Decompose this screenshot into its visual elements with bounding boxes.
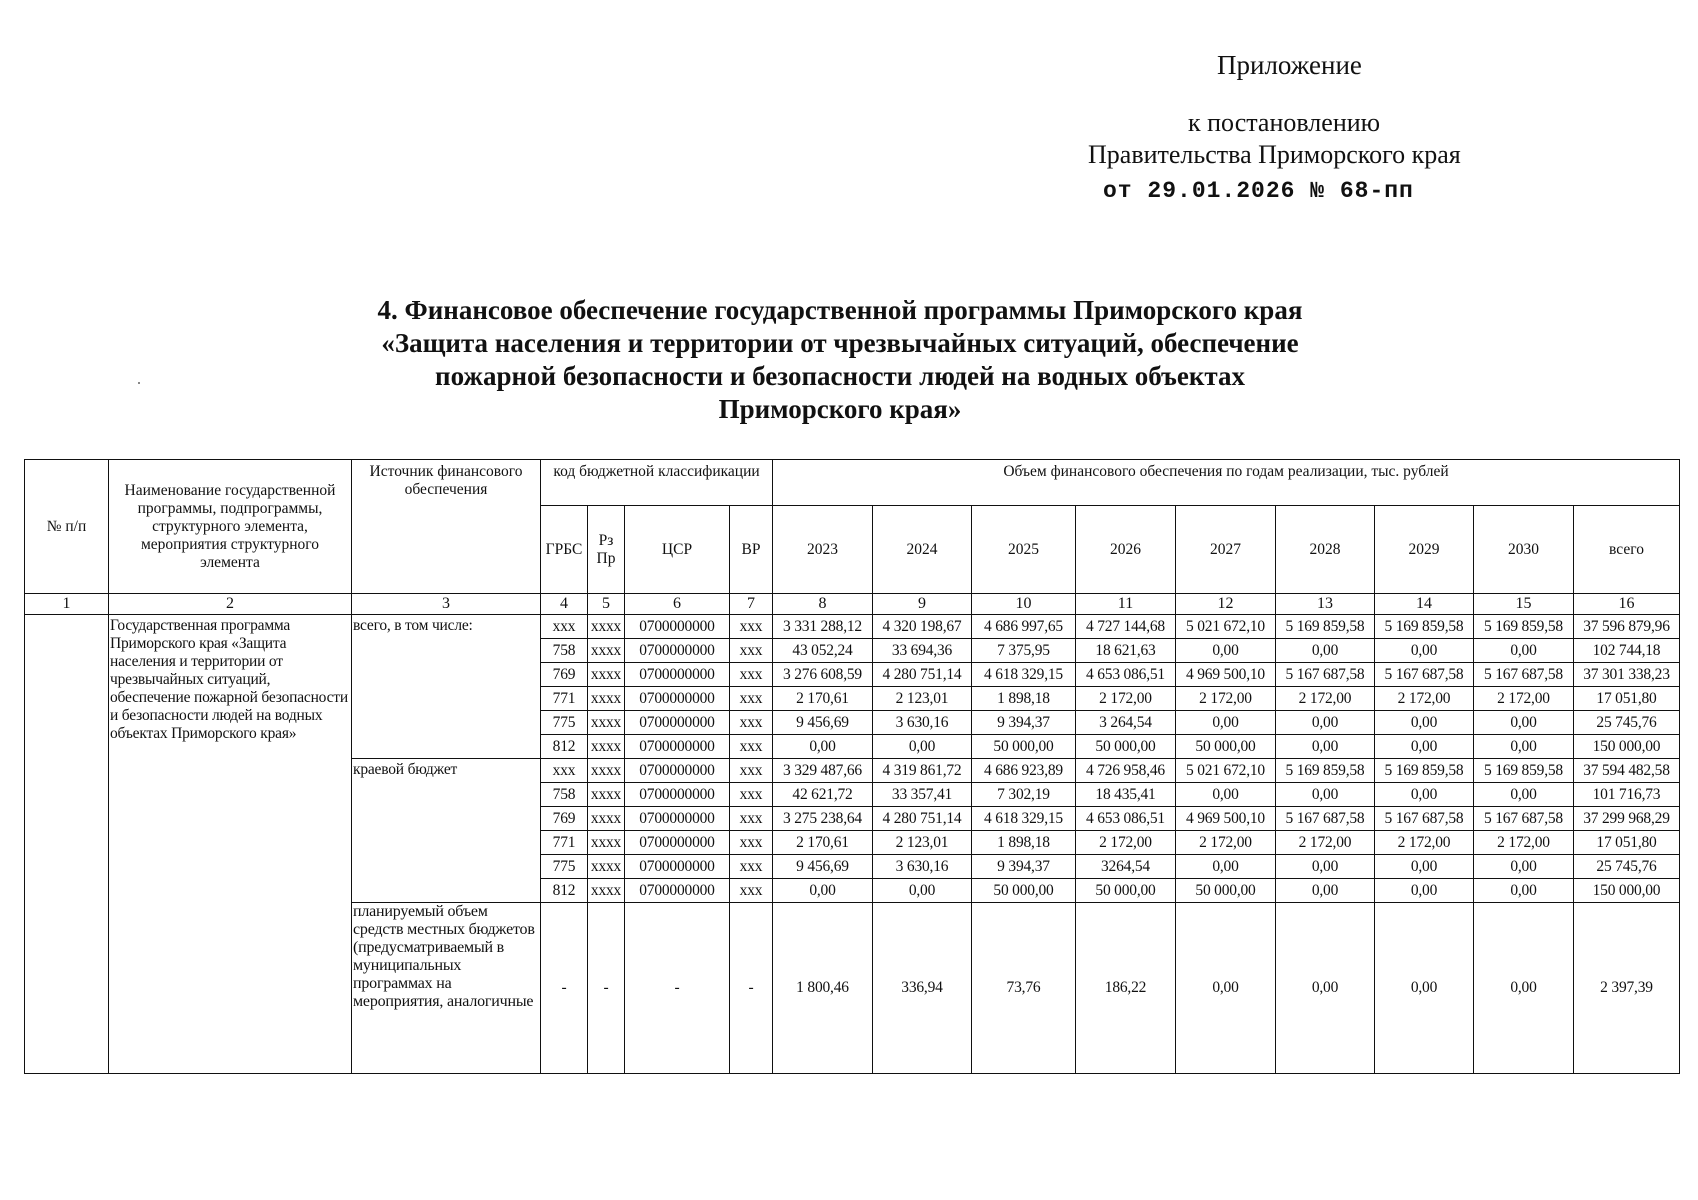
table-cell: 33 357,41 <box>873 783 972 807</box>
appendix-label: Приложение <box>1217 50 1362 80</box>
table-cell: 0700000000 <box>625 783 730 807</box>
header-csr: ЦСР <box>625 506 730 594</box>
header-vr: ВР <box>730 506 773 594</box>
table-cell: 37 594 482,58 <box>1574 759 1680 783</box>
table-cell: 4 727 144,68 <box>1076 615 1176 639</box>
table-cell: 758 <box>541 783 588 807</box>
table-cell: 0,00 <box>1474 783 1574 807</box>
table-cell: 3 329 487,66 <box>773 759 873 783</box>
table-cell: 0,00 <box>1375 735 1474 759</box>
table-cell: 4 969 500,10 <box>1176 663 1276 687</box>
table-cell: 1 898,18 <box>972 687 1076 711</box>
table-cell: 0,00 <box>1276 855 1375 879</box>
table-cell: xxxx <box>588 855 625 879</box>
table-cell: xxxx <box>588 831 625 855</box>
table-cell: 3 630,16 <box>873 711 972 735</box>
table-cell: 0,00 <box>1474 711 1574 735</box>
header-year: 2026 <box>1076 506 1176 594</box>
table-cell: 336,94 <box>873 903 972 1074</box>
table-cell: xxx <box>730 735 773 759</box>
header-year: 2024 <box>873 506 972 594</box>
table-cell: xxx <box>730 759 773 783</box>
table-cell: xxxx <box>588 663 625 687</box>
table-cell: 2 123,01 <box>873 687 972 711</box>
table-cell: 2 172,00 <box>1474 831 1574 855</box>
table-cell: 5 021 672,10 <box>1176 759 1276 783</box>
table-cell: 101 716,73 <box>1574 783 1680 807</box>
table-cell: 17 051,80 <box>1574 687 1680 711</box>
column-number: 15 <box>1474 594 1574 615</box>
table-cell: 0,00 <box>1474 735 1574 759</box>
table-cell: 0700000000 <box>625 615 730 639</box>
header-year: 2023 <box>773 506 873 594</box>
table-cell: 0,00 <box>1474 855 1574 879</box>
column-number: 1 <box>25 594 109 615</box>
column-number: 16 <box>1574 594 1680 615</box>
table-cell: 4 726 958,46 <box>1076 759 1176 783</box>
table-cell: 73,76 <box>972 903 1076 1074</box>
table-cell: 50 000,00 <box>1076 879 1176 903</box>
table-cell: 17 051,80 <box>1574 831 1680 855</box>
table-cell: 5 167 687,58 <box>1474 807 1574 831</box>
table-cell: 758 <box>541 639 588 663</box>
table-cell: 771 <box>541 687 588 711</box>
table-cell: 0700000000 <box>625 663 730 687</box>
column-number: 4 <box>541 594 588 615</box>
table-cell: 2 172,00 <box>1375 687 1474 711</box>
table-cell: 37 299 968,29 <box>1574 807 1680 831</box>
table-cell: xxxx <box>588 639 625 663</box>
table-cell: 2 170,61 <box>773 831 873 855</box>
table-cell: 0,00 <box>1276 735 1375 759</box>
header-rzpr: Рз Пр <box>588 506 625 594</box>
table-cell: 771 <box>541 831 588 855</box>
table-cell: xxx <box>730 807 773 831</box>
table-cell: 0,00 <box>1375 855 1474 879</box>
decree-date-number: от 29.01.2026 № 68-пп <box>1103 178 1414 204</box>
table-cell: xxx <box>541 615 588 639</box>
table-cell: 0700000000 <box>625 711 730 735</box>
table-cell: xxx <box>730 639 773 663</box>
column-number: 14 <box>1375 594 1474 615</box>
table-cell: xxxx <box>588 615 625 639</box>
table-cell: 5 021 672,10 <box>1176 615 1276 639</box>
table-cell: 5 169 859,58 <box>1375 615 1474 639</box>
table-cell: 150 000,00 <box>1574 735 1680 759</box>
table-cell: 0,00 <box>1375 783 1474 807</box>
table-cell: 18 621,63 <box>1076 639 1176 663</box>
table-cell: 2 172,00 <box>1276 831 1375 855</box>
column-number: 3 <box>352 594 541 615</box>
column-number: 2 <box>109 594 352 615</box>
table-cell: 3 264,54 <box>1076 711 1176 735</box>
table-cell: xxx <box>730 855 773 879</box>
table-cell: 33 694,36 <box>873 639 972 663</box>
table-cell: 50 000,00 <box>1176 879 1276 903</box>
header-num: № п/п <box>25 460 109 594</box>
table-cell: 4 280 751,14 <box>873 807 972 831</box>
table-cell: 5 167 687,58 <box>1474 663 1574 687</box>
header-volume: Объем финансового обеспечения по годам реализации, тыс. рублей <box>773 460 1680 506</box>
table-cell: 9 394,37 <box>972 855 1076 879</box>
table-cell: 2 172,00 <box>1076 687 1176 711</box>
table-cell: 9 394,37 <box>972 711 1076 735</box>
column-number: 11 <box>1076 594 1176 615</box>
table-cell: 5 169 859,58 <box>1474 615 1574 639</box>
table-cell: xxx <box>730 615 773 639</box>
table-cell: 3 630,16 <box>873 855 972 879</box>
table-cell: 0,00 <box>873 735 972 759</box>
table-cell: 3264,54 <box>1076 855 1176 879</box>
table-cell: 4 280 751,14 <box>873 663 972 687</box>
header-year: 2028 <box>1276 506 1375 594</box>
table-cell: - <box>625 903 730 1074</box>
table-cell: 5 169 859,58 <box>1276 759 1375 783</box>
table-cell: 0,00 <box>1176 855 1276 879</box>
table-cell: 812 <box>541 735 588 759</box>
table-cell: 0700000000 <box>625 639 730 663</box>
table-cell: xxxx <box>588 711 625 735</box>
table-cell: 0,00 <box>1176 639 1276 663</box>
source-total: всего, в том числе: <box>352 615 541 759</box>
table-cell: 2 170,61 <box>773 687 873 711</box>
table-cell: 43 052,24 <box>773 639 873 663</box>
financing-table <box>24 459 1680 1074</box>
table-cell: 3 275 238,64 <box>773 807 873 831</box>
table-cell: xxx <box>730 687 773 711</box>
table-cell: 0,00 <box>1176 711 1276 735</box>
title-line: Приморского края» <box>718 394 962 424</box>
table-cell: 0,00 <box>1375 879 1474 903</box>
title-line: пожарной безопасности и безопасности людей на водных объектах <box>435 361 1245 391</box>
column-number: 7 <box>730 594 773 615</box>
table-cell: 37 596 879,96 <box>1574 615 1680 639</box>
table-cell: 0,00 <box>873 879 972 903</box>
table-cell: - <box>588 903 625 1074</box>
table-cell: 50 000,00 <box>972 735 1076 759</box>
table-cell: - <box>541 903 588 1074</box>
table-cell: xxxx <box>588 879 625 903</box>
column-number: 12 <box>1176 594 1276 615</box>
table-cell: xxxx <box>588 687 625 711</box>
table-cell: 7 375,95 <box>972 639 1076 663</box>
table-cell: 0700000000 <box>625 687 730 711</box>
table-cell: xxx <box>730 783 773 807</box>
table-cell: 0700000000 <box>625 831 730 855</box>
table-cell: 25 745,76 <box>1574 711 1680 735</box>
column-number: 6 <box>625 594 730 615</box>
table-cell: 102 744,18 <box>1574 639 1680 663</box>
table-cell: 0700000000 <box>625 735 730 759</box>
table-cell: 4 686 997,65 <box>972 615 1076 639</box>
table-cell: 0700000000 <box>625 879 730 903</box>
table-cell: 0,00 <box>1276 903 1375 1074</box>
table-cell: xxx <box>730 879 773 903</box>
table-cell: 0,00 <box>1276 879 1375 903</box>
column-number: 13 <box>1276 594 1375 615</box>
table-cell: 18 435,41 <box>1076 783 1176 807</box>
table-cell: 1 800,46 <box>773 903 873 1074</box>
table-cell: 0,00 <box>1474 639 1574 663</box>
table-cell: 0,00 <box>1474 903 1574 1074</box>
table-cell: 9 456,69 <box>773 711 873 735</box>
table-cell: 0,00 <box>1276 783 1375 807</box>
table-cell: 4 319 861,72 <box>873 759 972 783</box>
table-cell: 5 167 687,58 <box>1375 807 1474 831</box>
table-cell: 25 745,76 <box>1574 855 1680 879</box>
table-cell: 5 167 687,58 <box>1375 663 1474 687</box>
table-cell: 0700000000 <box>625 759 730 783</box>
table-cell: 3 276 608,59 <box>773 663 873 687</box>
table-cell: 5 167 687,58 <box>1276 807 1375 831</box>
table-cell: 2 172,00 <box>1176 831 1276 855</box>
table-cell: 0,00 <box>773 879 873 903</box>
table-cell: 0,00 <box>1276 639 1375 663</box>
scan-speck <box>138 382 140 384</box>
table-cell: 4 618 329,15 <box>972 807 1076 831</box>
table-cell: xxx <box>541 759 588 783</box>
column-number: 5 <box>588 594 625 615</box>
table-cell: 0,00 <box>1375 639 1474 663</box>
title-line: 4. Финансовое обеспечение государственной программы Приморского края <box>377 295 1303 325</box>
table-cell: 1 898,18 <box>972 831 1076 855</box>
header-name: Наименование государственной программы, подпрограммы, структурного элемента, мероприятия структурного элемента <box>109 460 352 594</box>
column-number: 10 <box>972 594 1076 615</box>
table-cell: xxxx <box>588 783 625 807</box>
source-regional: краевой бюджет <box>352 759 541 903</box>
table-cell: xxx <box>730 711 773 735</box>
table-cell: 0,00 <box>773 735 873 759</box>
program-name: Государственная программа Приморского края «Защита населения и территории от чрезвычайных ситуаций, обеспечение пожарной безопасности и безопасности людей на водных объектах Приморского края» <box>109 615 352 1074</box>
table-cell: 5 167 687,58 <box>1276 663 1375 687</box>
header-source: Источник финансового обеспечения <box>352 460 541 594</box>
table-cell: 37 301 338,23 <box>1574 663 1680 687</box>
table-cell: 2 172,00 <box>1076 831 1176 855</box>
table-cell: 5 169 859,58 <box>1276 615 1375 639</box>
table-cell: 5 169 859,58 <box>1375 759 1474 783</box>
table-cell: 2 172,00 <box>1375 831 1474 855</box>
table-cell: 4 686 923,89 <box>972 759 1076 783</box>
header-grbs: ГРБС <box>541 506 588 594</box>
table-cell: 42 621,72 <box>773 783 873 807</box>
table-cell: xxxx <box>588 759 625 783</box>
table-cell: xxxx <box>588 807 625 831</box>
document-title <box>300 294 1380 426</box>
table-cell: 2 123,01 <box>873 831 972 855</box>
table-cell: - <box>730 903 773 1074</box>
table-cell: xxxx <box>588 735 625 759</box>
table-cell: 0,00 <box>1176 903 1276 1074</box>
header-year: 2027 <box>1176 506 1276 594</box>
row-number <box>25 615 109 1074</box>
table-cell: xxx <box>730 663 773 687</box>
title-line: «Защита населения и территории от чрезвычайных ситуаций, обеспечение <box>381 328 1299 358</box>
table-cell: 0700000000 <box>625 855 730 879</box>
column-number: 8 <box>773 594 873 615</box>
table-cell: 50 000,00 <box>1076 735 1176 759</box>
table-cell: 775 <box>541 711 588 735</box>
table-cell: 0,00 <box>1176 783 1276 807</box>
table-cell: 769 <box>541 663 588 687</box>
header-year: 2029 <box>1375 506 1474 594</box>
table-cell: 9 456,69 <box>773 855 873 879</box>
table-row <box>25 615 1680 639</box>
table-cell: 2 172,00 <box>1474 687 1574 711</box>
source-local: планируемый объем средств местных бюджетов (предусматриваемый в муниципальных программах на мероприятия, аналогичные <box>352 903 541 1074</box>
table-cell: 3 331 288,12 <box>773 615 873 639</box>
table-cell: 5 169 859,58 <box>1474 759 1574 783</box>
table-cell: 186,22 <box>1076 903 1176 1074</box>
table-cell: 0700000000 <box>625 807 730 831</box>
table-cell: 4 618 329,15 <box>972 663 1076 687</box>
table-cell: 4 320 198,67 <box>873 615 972 639</box>
table-cell: 50 000,00 <box>972 879 1076 903</box>
table-cell: 7 302,19 <box>972 783 1076 807</box>
table-cell: 0,00 <box>1474 879 1574 903</box>
table-cell: 2 397,39 <box>1574 903 1680 1074</box>
table-cell: 4 653 086,51 <box>1076 807 1176 831</box>
table-cell: 812 <box>541 879 588 903</box>
column-number: 9 <box>873 594 972 615</box>
table-cell: 2 172,00 <box>1276 687 1375 711</box>
table-cell: 0,00 <box>1375 711 1474 735</box>
table-cell: 2 172,00 <box>1176 687 1276 711</box>
header-year: всего <box>1574 506 1680 594</box>
table-cell: 4 969 500,10 <box>1176 807 1276 831</box>
table-cell: xxx <box>730 831 773 855</box>
header-year: 2025 <box>972 506 1076 594</box>
table-cell: 0,00 <box>1276 711 1375 735</box>
table-cell: 50 000,00 <box>1176 735 1276 759</box>
table-cell: 769 <box>541 807 588 831</box>
table-cell: 775 <box>541 855 588 879</box>
decree-reference: к постановлению <box>1188 108 1381 137</box>
table-cell: 150 000,00 <box>1574 879 1680 903</box>
table-cell: 4 653 086,51 <box>1076 663 1176 687</box>
header-year: 2030 <box>1474 506 1574 594</box>
table-cell: 0,00 <box>1375 903 1474 1074</box>
header-budget-code: код бюджетной классификации <box>541 460 773 506</box>
government-name: Правительства Приморского края <box>1088 140 1461 169</box>
